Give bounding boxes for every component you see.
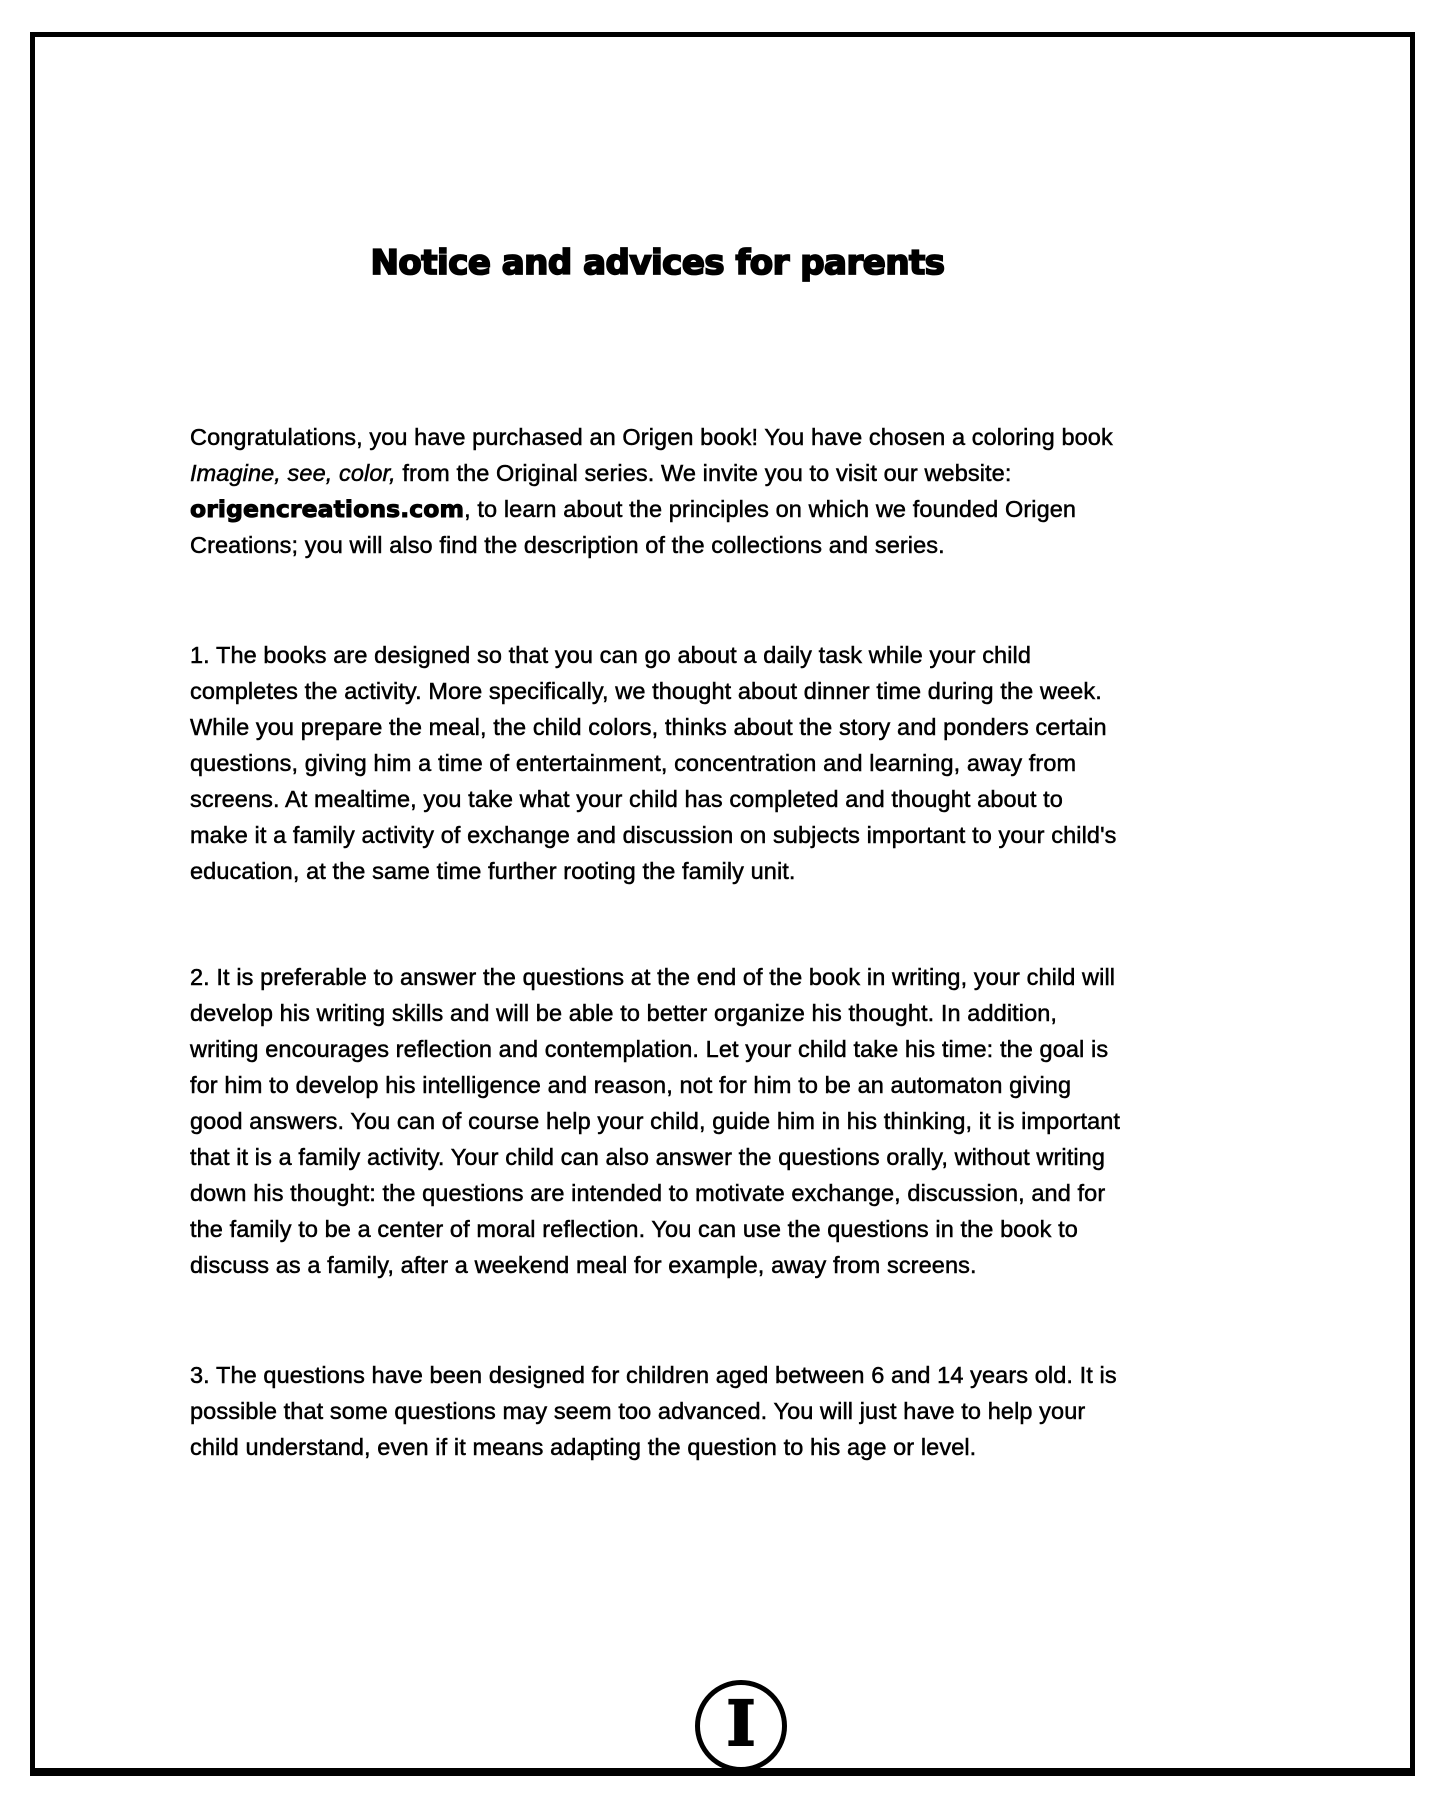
page-border-frame [30, 32, 1415, 1776]
advice-paragraph-1: 1. The books are designed so that you can go about a daily task while your child completes the activity. More specifically, we thought about dinner time during the week. While you prepare the meal, the child colors, thinks about the story and ponders certain questions, giving him a time of entertainment, concentration and learning, away from screens. At mealtime, you take what your child has completed and thought about to make it a family activity of exchange and discussion on subjects important to your child's education, at the same time further rooting the family unit. [190, 642, 1117, 884]
intro-text-part2: from the Original series. We invite you to visit our website: [395, 460, 1012, 486]
intro-paragraph [190, 419, 1125, 563]
logo-letter-i: I [726, 1687, 756, 1760]
website-text: origencreations.com [190, 495, 465, 523]
advice-paragraph-2: 2. It is preferable to answer the questions at the end of the book in writing, your child will develop his writing skills and will be able to better organize his thought. In addition, writing encourages reflection and contemplation. Let your child take his time: the goal is for him to develop his intelligence and reason, not for him to be an automaton giving good answers. You can of course help your child, guide him in his thinking, it is important that it is a family activity. Your child can also answer the questions orally, without writing down his thought: the questions are intended to motivate exchange, discussion, and for the family to be a center of moral reflection. You can use the questions in the book to discuss as a family, after a weekend meal for example, away from screens. [190, 964, 1121, 1278]
intro-text-part1: Congratulations, you have purchased an Origen book! You have chosen a coloring book [190, 424, 1113, 450]
book-title-text: Imagine, see, color, [190, 460, 396, 486]
page-title: Notice and advices for parents [370, 243, 945, 283]
origen-logo [695, 1680, 787, 1772]
intro-text-part3: , to learn about the principles on which we founded Origen Creations; you will also find the description of the collections and series. [190, 496, 1077, 558]
advice-paragraph-3: 3. The questions have been designed for children aged between 6 and 14 years old. It is possible that some questions may seem too advanced. You will just have to help your child understand, even if it means adapting the question to his age or level. [190, 1362, 1117, 1460]
